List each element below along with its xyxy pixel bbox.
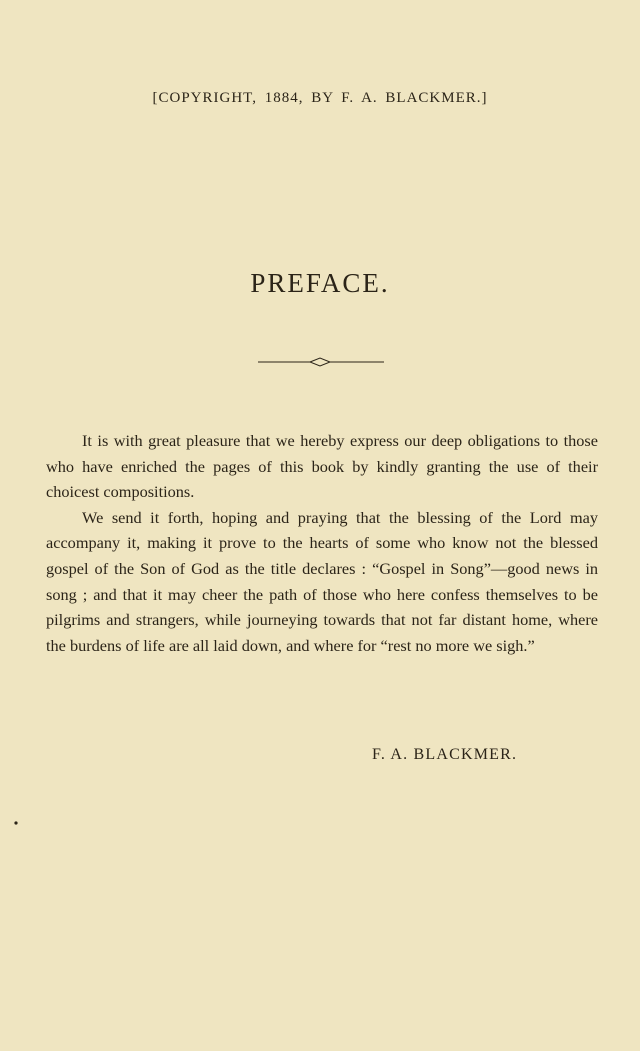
preface-paragraph-2: We send it forth, hoping and praying that the blessing of the Lord may accompany it, making it prove to the hearts of some who know not the blessed gospel of the Son of God as the title declares : “Gospel in Song”—good news in song ; and that it may cheer the path of those who here confess themselves to be pilgrims and strangers, while journeying towards that not far distant home, where the burdens of life are all laid down, and where for “rest no more we sigh.”: [46, 507, 598, 655]
preface-paragraph-1: It is with great pleasure that we hereby express our deep obligations to those who have enriched the pages of this book by kindly granting the use of their choicest compositions.: [46, 431, 598, 502]
preface-body: [46, 428, 598, 658]
page-title: PREFACE.: [250, 268, 390, 298]
signature: F. A. BLACKMER.: [372, 746, 518, 763]
copyright-line: [COPYRIGHT, 1884, BY F. A. BLACKMER.]: [152, 90, 488, 106]
ornament-divider-icon: [258, 355, 384, 369]
